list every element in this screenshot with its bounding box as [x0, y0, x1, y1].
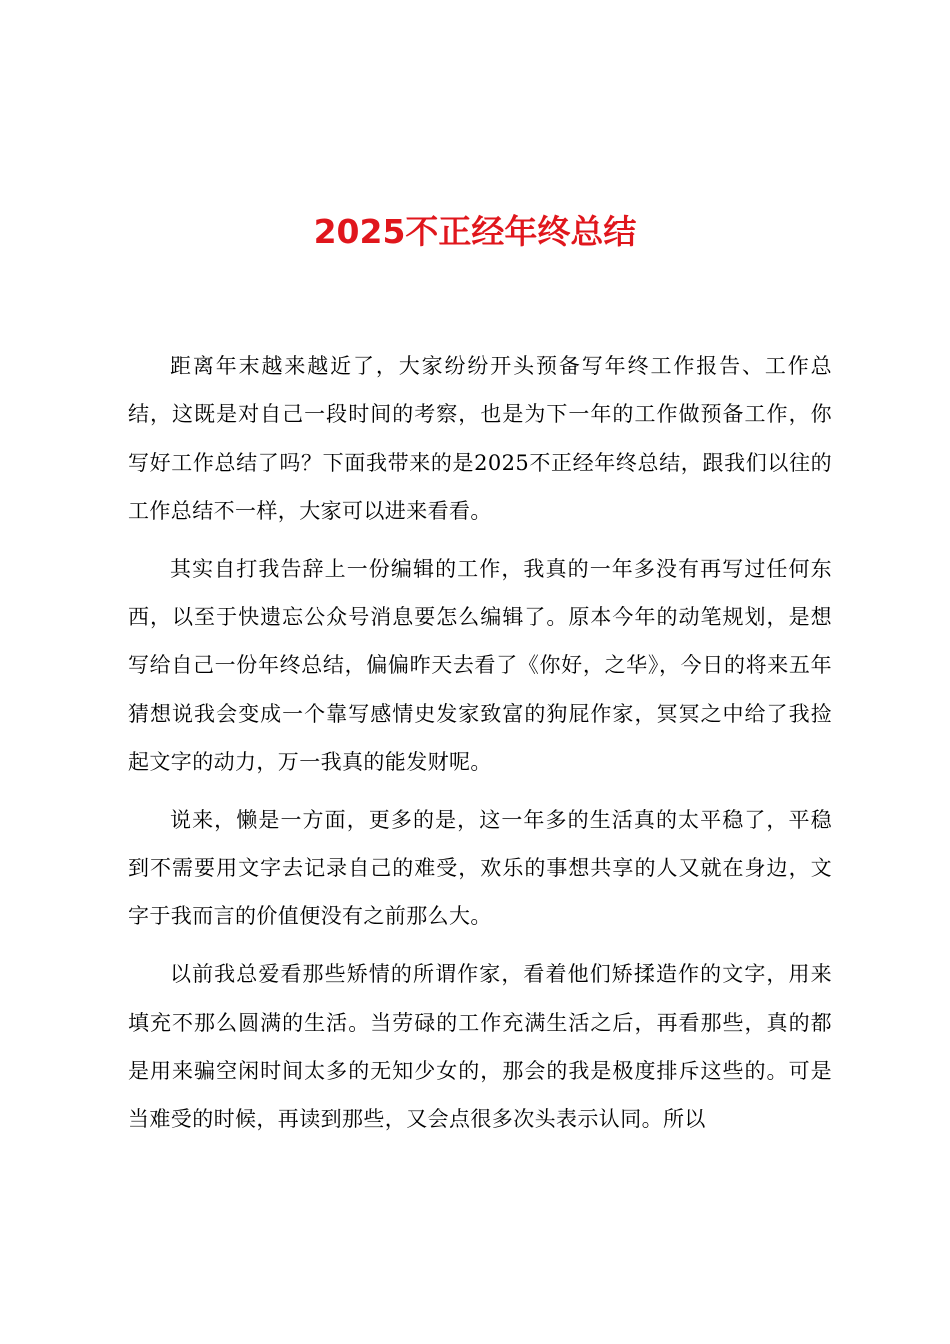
paragraph-2: 其实自打我告辞上一份编辑的工作，我真的一年多没有再写过任何东西，以至于快遗忘公众号消息要怎么编辑了。原本今年的动笔规划，是想写给自己一份年终总结，偏偏昨天去看了《你好，之华》，今日的将来五年猜想说我会变成一个靠写感情史发家致富的狗屁作家，冥冥之中给了我捡起文字的动力，万一我真的能发财呢。	[128, 556, 832, 774]
document-body	[128, 342, 832, 1153]
paragraph-3: 说来，懒是一方面，更多的是，这一年多的生活真的太平稳了，平稳到不需要用文字去记录自己的难受，欢乐的事想共享的人又就在身边，文字于我而言的价值便没有之前那么大。	[128, 807, 832, 929]
paragraph-1: 距离年末越来越近了，大家纷纷开头预备写年终工作报告、工作总结，这既是对自己一段时间的考察，也是为下一年的工作做预备工作，你写好工作总结了吗？下面我带来的是2025不正经年终总结，跟我们以往的工作总结不一样，大家可以进来看看。	[128, 354, 832, 523]
document-title: 2025不正经年终总结	[313, 212, 637, 251]
paragraph-4: 以前我总爱看那些矫情的所谓作家，看着他们矫揉造作的文字，用来填充不那么圆满的生活。当劳碌的工作充满生活之后，再看那些，真的都是用来骗空闲时间太多的无知少女的，那会的我是极度排斥这些的。可是当难受的时候，再读到那些，又会点很多次头表示认同。所以	[128, 962, 832, 1132]
